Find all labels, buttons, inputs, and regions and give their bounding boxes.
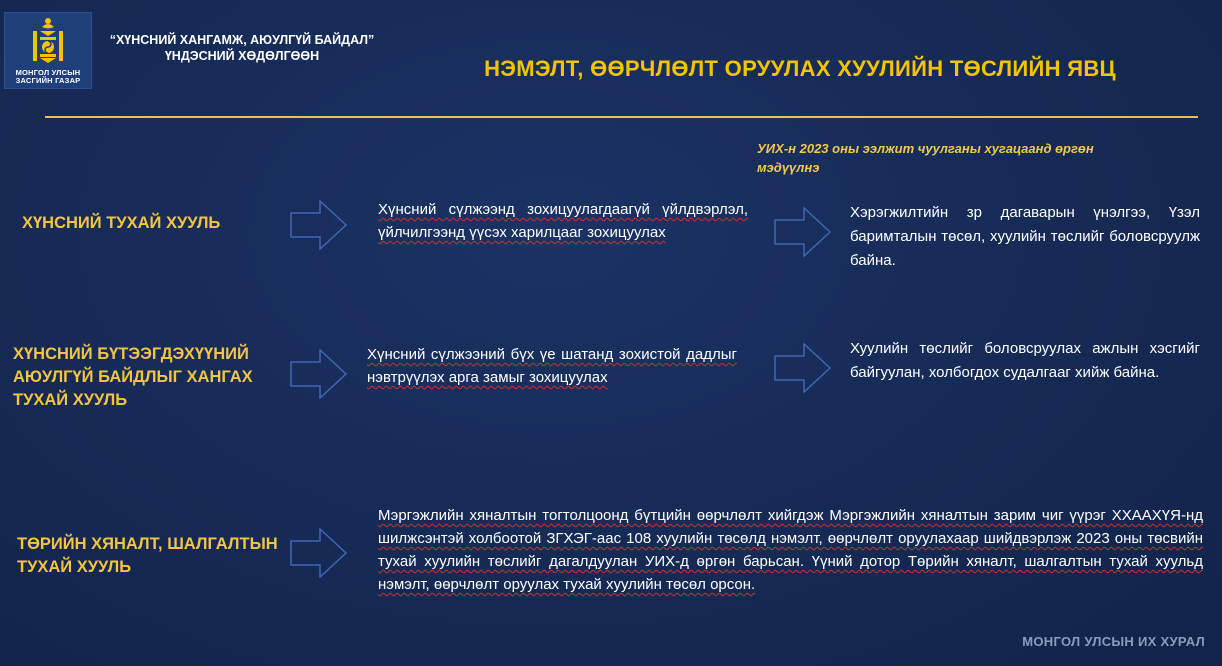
logo-caption-line2: ЗАСГИЙН ГАЗАР [15,76,81,85]
government-logo [4,12,92,89]
title-divider [45,116,1198,118]
law-title-food: ХҮНСНИЙ ТУХАЙ ХУУЛЬ [22,214,221,232]
slide-title: НЭМЭЛТ, ӨӨРЧЛӨЛТ ОРУУЛАХ ХУУЛИЙН ТӨСЛИЙН ЯВЦ [484,56,1116,81]
law-title-food-safety: ХҮНСНИЙ БҮТЭЭГДЭХҮҮНИЙ АЮУЛГҮЙ БАЙДЛЫГ ХАНГАХ ТУХАЙ ХУУЛЬ [13,345,253,409]
right-arrow-icon [774,207,832,257]
right-arrow-icon [774,343,832,393]
movement-title-line1: “ХҮНСНИЙ ХАНГАМЖ, АЮУЛГҮЙ БАЙДАЛ” [109,33,375,47]
right-arrow-icon [290,200,348,250]
right-arrow-icon [290,528,348,578]
law-description-food-safety [367,343,737,389]
movement-title-line2: ҮНДЭСНИЙ ХӨДӨЛГӨӨН [164,49,320,63]
soyombo-emblem-icon [29,17,67,65]
law-description-food-safety-text: Хүнсний сүлжээний бүх үе шатанд зохистой дадлыг нэвтрүүлэх арга замыг зохицуулах [367,346,737,386]
submission-note: УИХ-н 2023 оны ээлжит чуулганы хугацаанд өргөн мэдүүлнэ [757,141,1094,175]
footer-organization: МОНГОЛ УЛСЫН ИХ ХУРАЛ [1022,634,1205,649]
law-status-food-safety: Хуулийн төслийг боловсруулах ажлын хэсгийг байгуулан, холбогдох судалгааг хийж байна. [850,340,1200,381]
right-arrow-icon [290,349,348,399]
law-description-state-inspection-text: Мэргэжлийн хяналтын тогтолцоонд бүтцийн өөрчлөлт хийгдэж Мэргэжлийн хяналтын зарим чиг үүрэг ХХААХҮЯ-нд шилжсэнтэй холбоотой ЗГХЭГ-аас 108 хуулийн төсөлд нэмэлт, өөрчлөлт оруулахаар шийдвэрлэж 2023 оны төсвийн тухай хуулийн төслийг дагалдуулан УИХ-д өргөн барьсан. Үүний дотор Төрийн хяналт, шалгалтын тухай хуульд нэмэлт, өөрчлөлт оруулах тухай хуулийн төсөл орсон. [378,507,1203,593]
movement-title [92,32,392,64]
law-description-food-text: Хүнсний сүлжээнд зохицуулагдаагүй үйлдвэрлэл, үйлчилгээнд үүсэх харилцааг зохицуулах [378,201,748,241]
law-description-food [378,198,748,244]
law-status-food: Хэрэгжилтийн зр дагаварын үнэлгээ, Үзэл баримталын төсөл, хуулийн төслийг боловсруулж байна. [850,204,1200,269]
law-title-state-inspection: ТӨРИЙН ХЯНАЛТ, ШАЛГАЛТЫН ТУХАЙ ХУУЛЬ [17,535,278,576]
law-description-state-inspection [378,504,1203,596]
logo-caption-line1: МОНГОЛ УЛСЫН [15,68,81,77]
